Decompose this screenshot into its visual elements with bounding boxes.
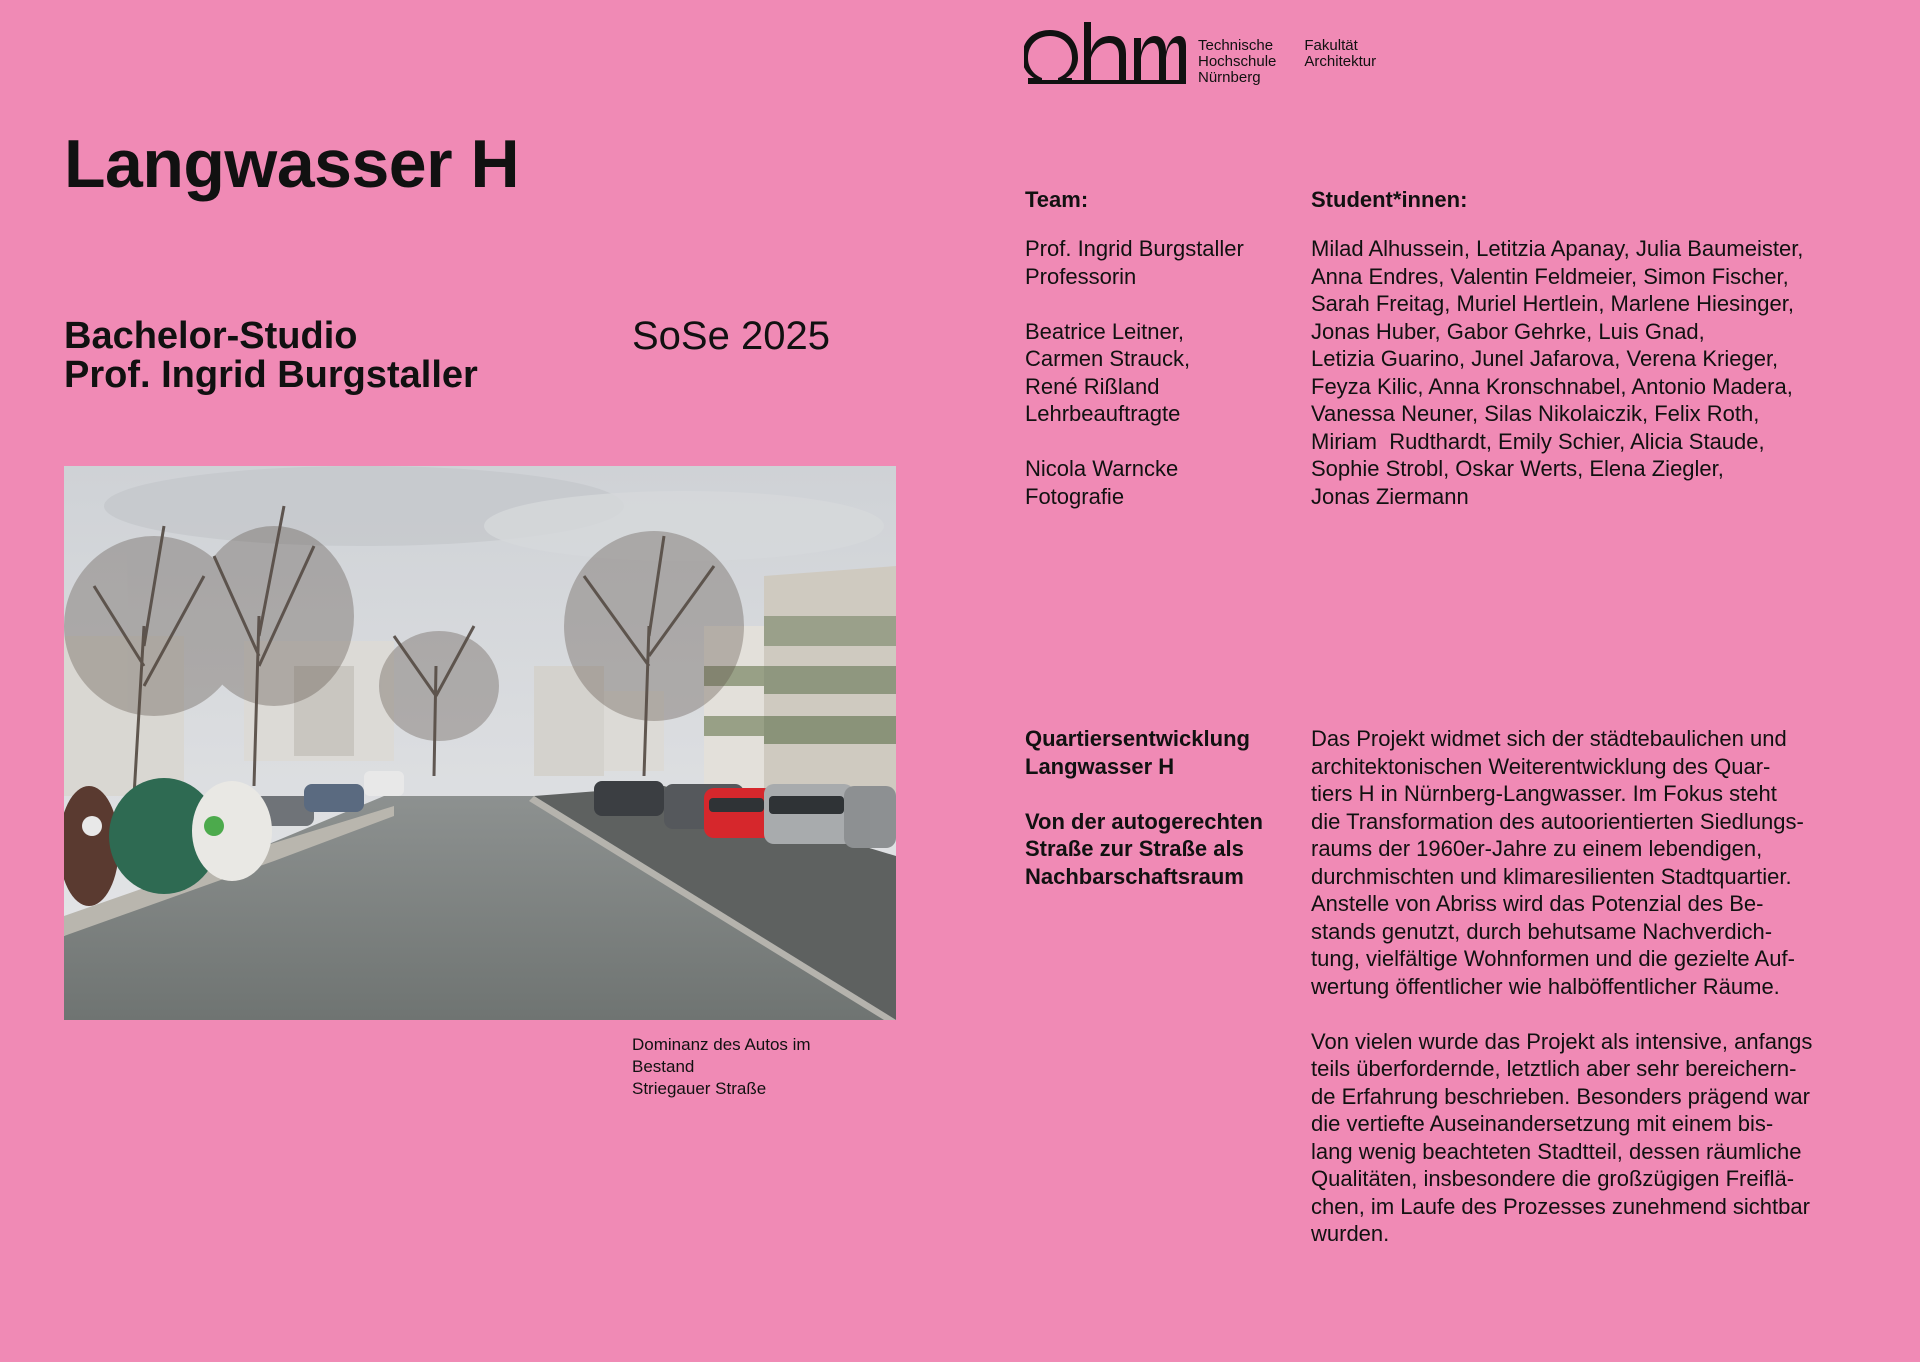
caption-line: Striegauer Straße (632, 1079, 767, 1098)
page-title: Langwasser H (64, 126, 520, 202)
paragraph-line: Das Projekt widmet sich der städtebaulichen und (1311, 726, 1787, 751)
team-entry (1025, 235, 1285, 290)
project-headings (1025, 725, 1285, 918)
paragraph-line: wertung öffentlicher wie halböffentlicher Räume. (1311, 973, 1780, 999)
project-description (1311, 725, 1871, 1275)
project-paragraph-1 (1311, 725, 1871, 1000)
project-heading-2 (1025, 808, 1285, 891)
street-photo-illustration (64, 466, 896, 1020)
team-line: Fotografie (1025, 483, 1125, 509)
institution-name (1198, 38, 1276, 86)
students-line: Vanessa Neuner, Silas Nikolaiczik, Felix Roth, (1311, 401, 1760, 426)
team-heading: Team: (1025, 187, 1089, 212)
project-heading-line: Langwasser H (1025, 753, 1175, 779)
institution-line: Hochschule (1198, 53, 1277, 70)
studio-line-2: Prof. Ingrid Burgstaller (64, 354, 478, 396)
team-entry (1025, 455, 1285, 510)
paragraph-line: tiers H in Nürnberg-Langwasser. Im Fokus steht (1311, 781, 1777, 806)
team-line: Lehrbeauftragte (1025, 401, 1181, 426)
paragraph-line: Anstelle von Abriss wird das Potenzial des Be- (1311, 891, 1764, 916)
faculty-line: Architektur (1304, 53, 1377, 70)
university-logo (1024, 22, 1376, 86)
paragraph-line: wurden. (1311, 1221, 1390, 1246)
institution-line: Technische (1198, 37, 1274, 54)
paragraph-line: raums der 1960er-Jahre zu einem lebendigen, (1311, 836, 1763, 861)
studio-heading (64, 317, 478, 395)
faculty-name (1304, 38, 1376, 70)
institution-line: Nürnberg (1198, 69, 1261, 86)
paragraph-line: die vertiefte Auseinandersetzung mit einem bis- (1311, 1111, 1774, 1136)
students-line: Sarah Freitag, Muriel Hertlein, Marlene Hiesinger, (1311, 291, 1794, 316)
team-list (1025, 235, 1285, 538)
ohm-wordmark-icon (1024, 22, 1186, 86)
students-line: Jonas Ziermann (1311, 483, 1469, 509)
team-line: Prof. Ingrid Burgstaller (1025, 236, 1244, 261)
caption-line: Dominanz des Autos im (632, 1035, 811, 1054)
project-heading-line: Von der autogerechten (1025, 808, 1263, 834)
paragraph-line: lang wenig beachteten Stadtteil, dessen räumliche (1311, 1138, 1802, 1164)
paragraph-line: tung, vielfältige Wohnformen und die gezielte Auf- (1311, 946, 1795, 971)
faculty-line: Fakultät (1304, 37, 1358, 54)
team-line: René Rißland (1025, 373, 1160, 399)
team-entry (1025, 318, 1285, 428)
project-heading-line: Straße zur Straße als (1025, 836, 1244, 861)
project-paragraph-2 (1311, 1028, 1871, 1248)
team-line: Beatrice Leitner, (1025, 318, 1184, 344)
students-line: Feyza Kilic, Anna Kronschnabel, Antonio Madera, (1311, 373, 1793, 399)
paragraph-line: stands genutzt, durch behutsame Nachverdich- (1311, 918, 1773, 944)
project-heading-line: Quartiersentwicklung (1025, 726, 1250, 751)
street-photo (64, 466, 896, 1020)
project-heading-1 (1025, 725, 1285, 780)
students-line: Anna Endres, Valentin Feldmeier, Simon Fischer, (1311, 263, 1789, 289)
team-line: Nicola Warncke (1025, 456, 1179, 481)
caption-line: Bestand (632, 1057, 695, 1076)
paragraph-line: Qualitäten, insbesondere die großzügigen Freiflä- (1311, 1166, 1795, 1191)
project-heading-line: Nachbarschaftsraum (1025, 863, 1244, 889)
paragraph-line: chen, im Laufe des Prozesses zunehmend sichtbar (1311, 1193, 1810, 1219)
students-list (1311, 235, 1871, 510)
photo-caption (632, 1034, 872, 1100)
paragraph-line: die Transformation des autoorientierten Siedlungs- (1311, 808, 1804, 834)
students-heading: Student*innen: (1311, 187, 1468, 212)
students-line: Jonas Huber, Gabor Gehrke, Luis Gnad, (1311, 318, 1705, 344)
ohm-logo-mark (1024, 22, 1186, 86)
team-line: Carmen Strauck, (1025, 346, 1191, 371)
semester-label: SoSe 2025 (632, 314, 830, 358)
students-line: Sophie Strobl, Oskar Werts, Elena Ziegler, (1311, 456, 1724, 481)
paragraph-line: Von vielen wurde das Projekt als intensive, anfangs (1311, 1028, 1813, 1054)
students-line: Miriam Rudthardt, Emily Schier, Alicia Staude, (1311, 428, 1765, 454)
students-line: Milad Alhussein, Letitzia Apanay, Julia Baumeister, (1311, 236, 1804, 261)
students-line: Letizia Guarino, Junel Jafarova, Verena Krieger, (1311, 346, 1779, 371)
paragraph-line: durchmischten und klimaresilienten Stadtquartier. (1311, 863, 1792, 889)
paragraph-line: de Erfahrung beschrieben. Besonders prägend war (1311, 1083, 1810, 1109)
studio-line-1: Bachelor-Studio (64, 315, 358, 357)
paragraph-line: teils überfordernde, letztlich aber sehr bereichern- (1311, 1056, 1797, 1081)
team-line: Professorin (1025, 263, 1137, 289)
paragraph-line: architektonischen Weiterentwicklung des Quar- (1311, 753, 1771, 779)
